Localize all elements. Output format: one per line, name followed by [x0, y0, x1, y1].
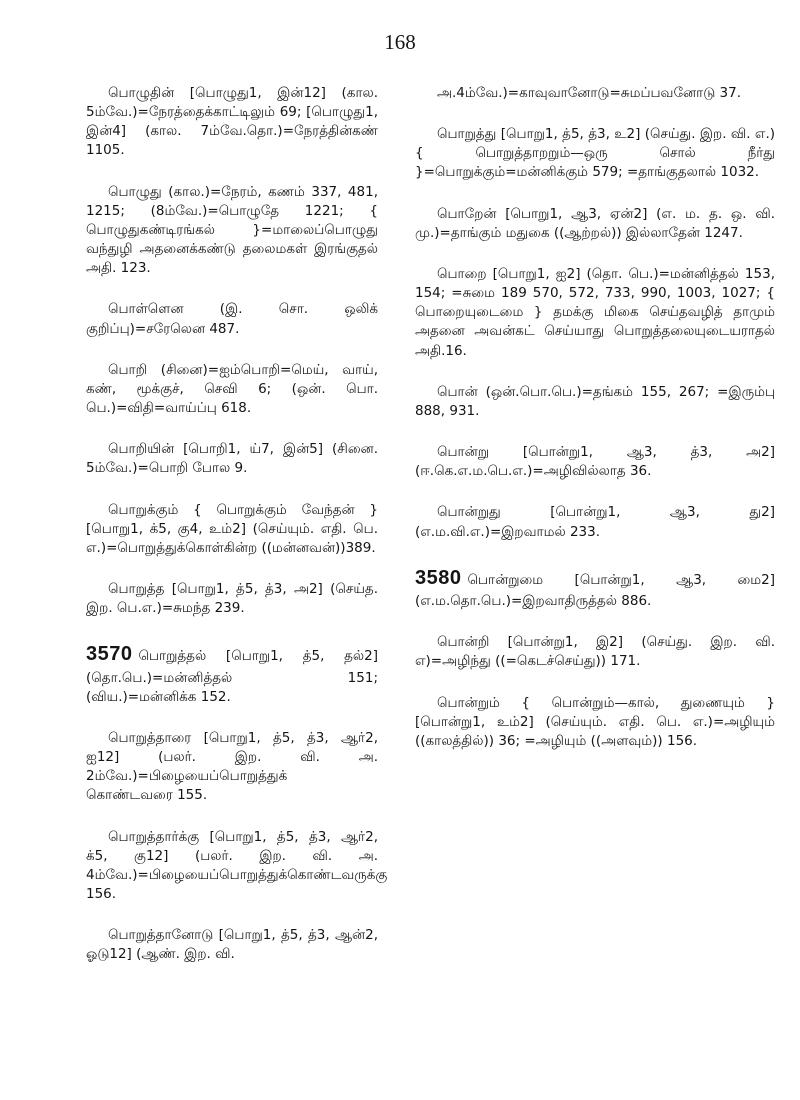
entry-number: 3570 [86, 643, 133, 666]
dictionary-entry [86, 300, 378, 338]
entry-text: அ.4ம்வே.)=காவுவானோடு=சுமப்பவனோடு 37. [437, 85, 742, 101]
dictionary-entry [86, 361, 378, 418]
entry-text: பொன்றுமை [பொன்று1, ஆ3, மை2] (எ.ம.தொ.பெ.)=இறவாதிருத்தல் 886. [415, 571, 775, 610]
dictionary-entry [415, 633, 775, 671]
entry-text: பொறுத்தாரை [பொறு1, த்5, த்3, ஆர்2, ஐ12] (பலர். இற. வி. அ. 2ம்வே.)=பிழையைப்பொறுத்துக் கொண்டவரை 155. [86, 729, 378, 804]
dictionary-entry [415, 503, 775, 541]
entry-text: பொன் (ஒன்.பொ.பெ.)=தங்கம் 155, 267; =இரும்பு 888, 931. [415, 383, 775, 419]
right-column [415, 84, 775, 773]
entry-text: பொன்றும் { பொன்றும்—கால், துணையும் } [பொன்று1, உம்2] (செய்யும். எதி. பெ. எ.)=அழியும் ((காலத்தில்)) 36; =அழியும் ((அளவும்)) 156. [415, 694, 775, 749]
dictionary-entry [86, 501, 378, 558]
entry-text: பொழுதின் [பொழுது1, இன்12] (கால. 5ம்வே.)=நேரத்தைக்காட்டிலும் 69; [பொழுது1, இன்4] (கால. 7ம்வே.தொ.)=நேரத்தின்கண் 1105. [86, 85, 378, 159]
dictionary-entry [86, 440, 378, 478]
entry-text: பொள்ளென (இ. சொ. ஒலிக் குறிப்பு)=சரேலென 487. [86, 301, 378, 337]
dictionary-entry [415, 205, 775, 243]
entry-text: பொறுக்கும் { பொறுக்கும் வேந்தன் } [பொறு1, க்5, கு4, உம்2] (செய்யும். எதி. பெ. எ.)=பொறுத்துக்கொள்கின்ற ((மன்னவன்))389. [86, 501, 378, 556]
dictionary-entry [415, 125, 775, 182]
entry-text: பொறுத்து [பொறு1, த்5, த்3, உ2] (செய்து. இற. வி. எ.) { பொறுத்தாறறும்—ஒரு சொல் நீர்து }=பொறுக்கும்=மன்னிக்கும் 579; =தாங்குதலால் 1032. [415, 126, 775, 181]
entry-text: பொறேன் [பொறு1, ஆ3, ஏன்2] (எ. ம. த. ஒ. வி. மு.)=தாங்கும் மதுகை ((ஆற்றல்)) இல்லாதேன் 1247. [415, 205, 775, 241]
entry-text: பொறுத்தல் [பொறு1, த்5, தல்2] (தொ.பெ.)=மன்னித்தல் 151; (விய.)=மன்னிக்க 152. [86, 648, 378, 705]
entry-text: பொன்று [பொன்று1, ஆ3, த்3, அ2] (ஈ.கெ.எ.ம.பெ.எ.)=அழிவில்லாத 36. [415, 444, 775, 480]
dictionary-entry [415, 84, 775, 103]
entry-text: பொறுத்தார்க்கு [பொறு1, த்5, த்3, ஆர்2, க்5, கு12] (பலர். இற. வி. அ. 4ம்வே.)=பிழையைப்பொறுத்துக்கொண்டவருக்கு 156. [86, 828, 388, 903]
dictionary-entry [86, 640, 378, 707]
dictionary-entry [86, 729, 378, 806]
entry-text: பொன்றி [பொன்று1, இ2] (செய்து. இற. வி. எ)=அழிந்து ((=கெடச்செய்து)) 171. [415, 634, 775, 670]
entry-text: பொறுத்த [பொறு1, த்5, த்3, அ2] (செய்த. இற. பெ.எ.)=சுமந்த 239. [86, 580, 378, 617]
entry-text: பொழுது (கால.)=நேரம், கணம் 337, 481, 1215; (8ம்வே.)=பொழுதே 1221; { பொழுதுகண்டிரங்கல் }=மாலைப்பொழுது வந்துழி அதனைக்கண்டு தலைமகள் இரங்குதல் அதி. 123. [86, 183, 378, 277]
entry-text: பொறுத்தானோடு [பொறு1, த்5, த்3, ஆன்2, ஓடு12] (ஆண். இற. வி. [86, 927, 378, 963]
dictionary-entry [415, 564, 775, 612]
entry-text: பொறி (சினை)=ஐம்பொறி=மெய், வாய், கண், மூக்குச், செவி 6; (ஒன். பொ. பெ.)=விதி=வாய்ப்பு 618. [86, 361, 378, 417]
entry-text: பொன்றுது [பொன்று1, ஆ3, து2] (எ.ம.வி.எ.)=இறவாமல் 233. [415, 504, 775, 540]
dictionary-entry [86, 84, 378, 161]
dictionary-entry [86, 926, 378, 964]
entry-number: 3580 [415, 566, 462, 589]
dictionary-entry [415, 383, 775, 421]
dictionary-entry [415, 694, 775, 751]
dictionary-entry [86, 183, 378, 279]
dictionary-entry [86, 828, 388, 905]
entry-text: பொறை [பொறு1, ஐ2] (தொ. பெ.)=மன்னித்தல் 153, 154; =சுமை 189 570, 572, 733, 990, 1003, 1027; { பொறையுடைமை } தமக்கு மிகை செய்தவழித் தாமும் அதனை அவன்கட் செய்யாது பொறுத்தலையுடையராதல் அதி.16. [415, 265, 775, 359]
dictionary-entry [86, 580, 378, 618]
left-column [86, 84, 388, 987]
dictionary-entry [415, 265, 775, 361]
dictionary-entry [415, 443, 775, 481]
page-number: 168 [384, 30, 416, 54]
entry-text: பொறியின் [பொறி1, ய்7, இன்5] (சினை. 5ம்வே.)=பொறி போல 9. [86, 441, 378, 477]
